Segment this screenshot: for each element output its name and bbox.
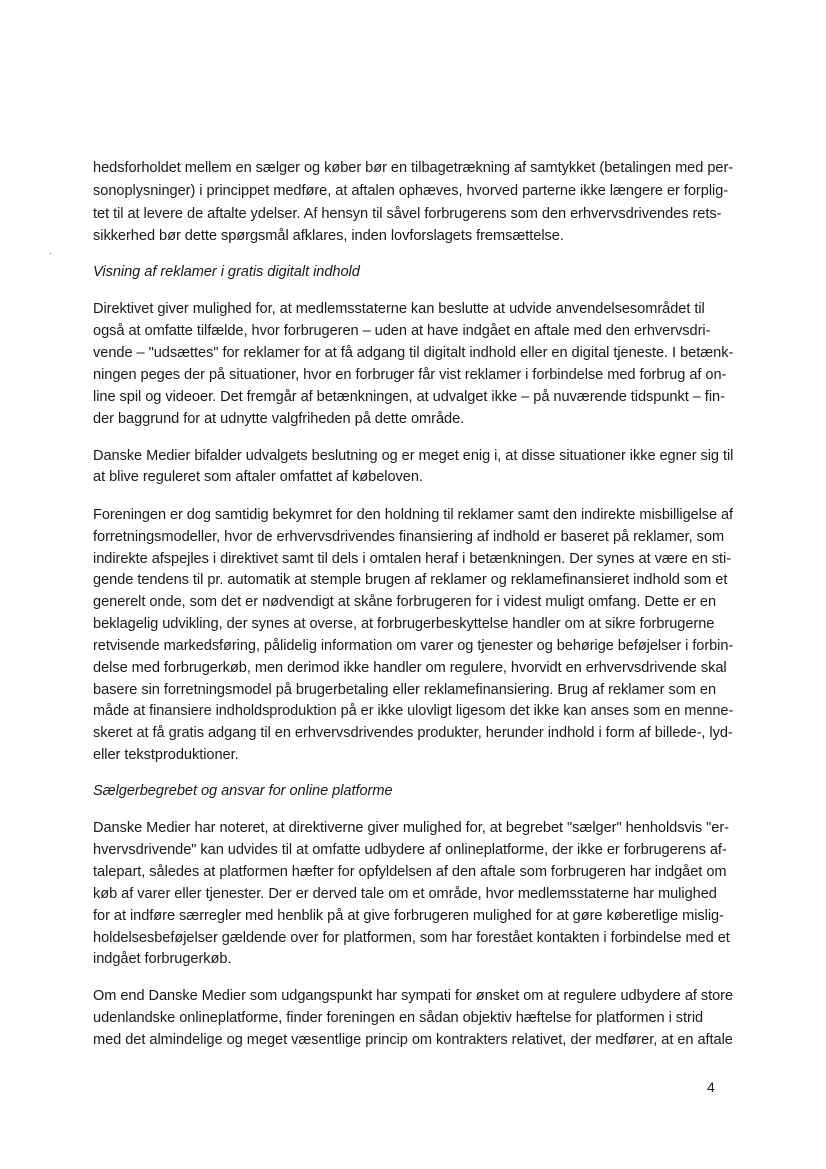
text-line: holdelsesbeføjelser gældende over for platformen, som har forestået kontakten i forbindelse med et [93,930,730,946]
text-line: gende tendens til pr. automatik at stemple brugen af reklamer og reklamefinansieret indhold som et [93,572,728,588]
text-line: hvervsdrivende" kan udvides til at omfatte udbydere af onlineplatforme, der ikke er forbrugerens af- [93,842,727,858]
text-line: basere sin forretningsmodel på brugerbetaling eller reklamefinansiering. Brug af reklamer som en [93,682,717,698]
text-line: udenlandske onlineplatforme, finder foreningen en sådan objektiv hæftelse for platformen i strid [93,1010,704,1026]
text-line: indirekte afspejles i direktivet samt til dels i omtalen heraf i betænkningen. Der synes at være en sti- [93,551,732,567]
text-line: Danske Medier har noteret, at direktiverne giver mulighed for, at begrebet "sælger" henholdsvis "er- [93,820,729,836]
text-line: vende – "udsættes" for reklamer for at få adgang til digitalt indhold eller en digital tjeneste. I betænk- [93,345,734,361]
text-line: køb af varer eller tjenester. Der er derved tale om et område, hvor medlemsstaterne har mulighed [93,886,717,902]
text-line: talepart, således at platformen hæfter for opfyldelsen af den aftale som forbrugeren har indgået om [93,864,727,880]
text-line: for at indføre særregler med henblik på at give forbrugeren mulighed for at gøre køberetlige mislig- [93,908,724,924]
text-line: beklagelig udvikling, der synes at overse, at forbrugerbeskyttelse handler om at sikre forbrugerne [93,616,715,632]
text-line: Direktivet giver mulighed for, at medlemsstaterne kan beslutte at udvide anvendelsesområdet til [93,301,705,317]
text-line: eller tekstproduktioner. [93,747,239,763]
text-line: delse med forbrugerkøb, men derimod ikke handler om regulere, hvorvidt en erhvervsdrivende skal [93,660,727,676]
text-line: der baggrund for at udnytte valgfriheden på dette område. [93,411,465,427]
text-line: retvisende markedsføring, pålidelig information om varer og tjenester og behørige beføjelser i forbin- [93,638,734,654]
text-line: ningen peges der på situationer, hvor en forbruger får vist reklamer i forbindelse med forbrug af on- [93,367,727,383]
text-line: Om end Danske Medier som udgangspunkt har sympati for ønsket om at regulere udbydere af store [93,988,734,1004]
text-line: Danske Medier bifalder udvalgets beslutning og er meget enig i, at disse situationer ikke egner sig til [93,448,734,464]
section-heading: Visning af reklamer i gratis digitalt indhold [93,264,360,280]
text-line: line spil og videoer. Det fremgår af betænkningen, at udvalget ikke – på nuværende tidspunkt – fin- [93,389,725,405]
text-line: skeret at få gratis adgang til en erhvervsdrivendes produkter, herunder indhold i form af billede-, lyd- [93,725,733,741]
text-line: indgået forbrugerkøb. [93,951,232,967]
text-line: måde at finansiere indholdsproduktion på er ikke ulovligt ligesom det ikke kan anses som en menne- [93,703,734,719]
section-heading: Sælgerbegrebet og ansvar for online platforme [93,783,393,799]
text-line: sonoplysninger) i princippet medføre, at aftalen ophæves, hvorved parterne ikke længere er forplig- [93,183,729,199]
text-line: med det almindelige og meget væsentlige princip om kontrakters relativet, der medfører, at en aftale [93,1032,733,1048]
text-line: Foreningen er dog samtidig bekymret for den holdning til reklamer samt den indirekte misbilligelse af [93,507,734,523]
text-line: forretningsmodeller, hvor de erhvervsdrivendes finansiering af indhold er baseret på reklamer, som [93,529,725,545]
scan-speck [50,253,51,254]
text-line: også at omfatte tilfælde, hvor forbrugeren – uden at have indgået en aftale med den erhvervsdri- [93,323,711,339]
text-line: tet til at levere de aftalte ydelser. Af hensyn til såvel forbrugerens som den erhvervsdrivendes rets- [93,206,722,222]
text-line: generelt onde, som det er nødvendigt at skåne forbrugeren for i videst muligt omfang. Dette er en [93,594,717,610]
page-number: 4 [707,1079,715,1095]
text-line: at blive reguleret som aftaler omfattet af købeloven. [93,469,423,485]
text-line: sikkerhed bør dette spørgsmål afklares, inden lovforslagets fremsættelse. [93,228,564,244]
text-line: hedsforholdet mellem en sælger og køber bør en tilbagetrækning af samtykket (betalingen med per- [93,160,734,176]
